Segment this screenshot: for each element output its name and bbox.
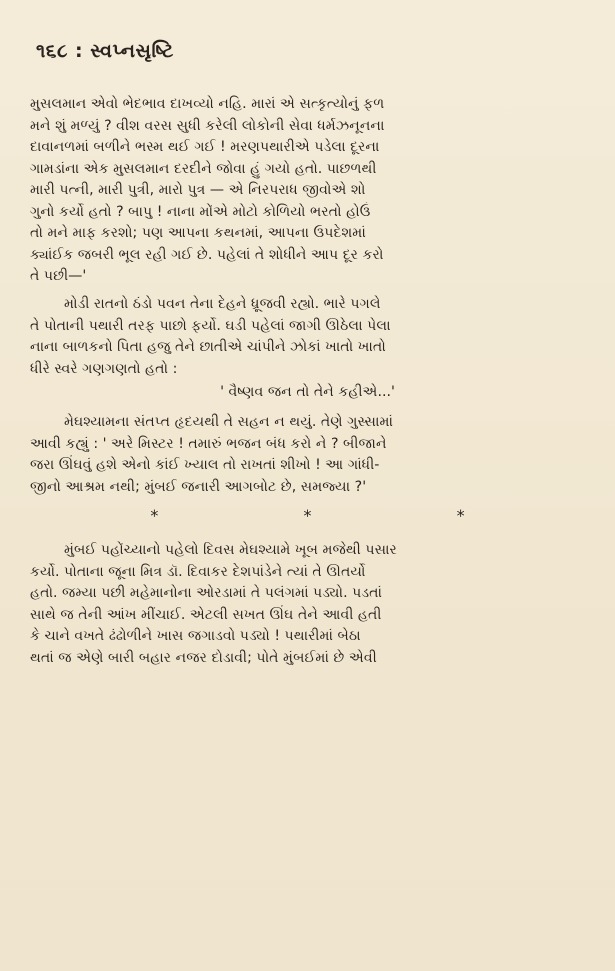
text-line: કર્યો. પોતાના જૂના મિત્ર ડૉ. દિવાકર દેશપાંડેને ત્યાં તે ઊતર્યો [30, 563, 366, 580]
text-line: તે પછી—' [30, 268, 87, 284]
text-line: તો મને માફ કરશો; પણ આપના કથનમાં, આપના ઉપદેશમાં [30, 225, 366, 241]
text-line: નાના બાળકનો પિતા હજુ તેને છાતીએ ચાંપીને ઝોકાં ખાતો ખાતો [30, 339, 386, 355]
text-line: મને શું મળ્યું ? વીશ વરસ સુધી કરેલી લોકોની સેવા ધર્મઝનૂનના [30, 117, 385, 134]
text-line: સાથે જ તેની આંખ મીંચાઈ. એટલી સખત ઊંઘ તેને આવી હતી [30, 606, 382, 623]
text-line: આવી કહ્યું : ' અરે મિસ્ટર ! તમારું ભજન બંધ કરો ને ? બીજાને [30, 435, 387, 452]
text-line: તે પોતાની પથારી તરફ પાછો ફર્યો. ઘડી પહેલાં જાગી ઊઠેલા પેલા [30, 317, 391, 334]
text-line: જીનો આશ્રમ નથી; મુંબઈ જનારી આગબોટ છે, સમજ્યા ?' [30, 478, 367, 495]
paragraph-3 [30, 412, 590, 498]
text-line: ધીરે સ્વરે ગણગણતો હતો : [30, 360, 178, 377]
paragraph-4 [30, 540, 590, 669]
section-separator: * * * [150, 506, 535, 525]
text-line: ગુનો કર્યો હતો ? બાપુ ! નાના મોંએ મોટો કોળિયો ભરતો હોઉં [30, 203, 371, 220]
page-header: ૧૬૮ : સ્વપ્નસૃષ્ટિ [36, 40, 174, 62]
text-line: મારી પત્ની, મારી પુત્રી, મારો પુત્ર — એ નિરપરાધ જીવોએ શો [30, 182, 366, 198]
text-line: ગામડાંના એક મુસલમાન દરદીને જોવા હું ગયો હતો. પાછળથી [30, 160, 377, 177]
text-line: કે ચાને વખતે ઢંઢોળીને ખાસ જગાડવો પડ્યો ! પથારીમાં બેઠા [30, 628, 361, 644]
text-line: મુસલમાન એવો ભેદભાવ દાખવ્યો નહિ. મારાં એ સત્કૃત્યોનું ફળ [30, 96, 385, 112]
text-line: થતાં જ એણે બારી બહાર નજર દોડાવી; પોતે મુંબઈમાં છે એવી [30, 649, 377, 666]
text-line: મોડી રાતનો ઠંડો પવન તેના દેહને ધ્રૂજવી રહ્યો. ભારે પગલે [64, 296, 381, 312]
text-line: હતો. જમ્યા પછી મહેમાનોના ઓરડામાં તે પલંગમાં પડ્યો. પડતાં [30, 585, 383, 601]
text-line: દાવાનળમાં બળીને ભસ્મ થઈ ગઈ ! મરણપથારીએ પડેલા દૂરના [30, 139, 380, 155]
text-line: મુંબઈ પહોંચ્યાનો પહેલો દિવસ મેઘશ્યામે ખૂબ મજેથી પસાર [64, 542, 397, 558]
paragraph-1 [30, 94, 590, 288]
paragraph-2 [30, 294, 590, 380]
text-line: જરા ઊંઘવું હશે એનો કાંઈ ખ્યાલ તો રાખતાં શીખો ! આ ગાંધી- [30, 457, 380, 473]
quote-line: ' વૈષ્ણવ જન તો તેને કહીએ...' [220, 384, 395, 400]
text-line: ક્યાંઈક જબરી ભૂલ રહી ગઈ છે. પહેલાં તે શોધીને આપ દૂર કરો [30, 246, 384, 263]
text-line: મેઘશ્યામના સંતપ્ત હૃદયથી તે સહન ન થયું. તેણે ગુસ્સામાં [64, 414, 393, 430]
